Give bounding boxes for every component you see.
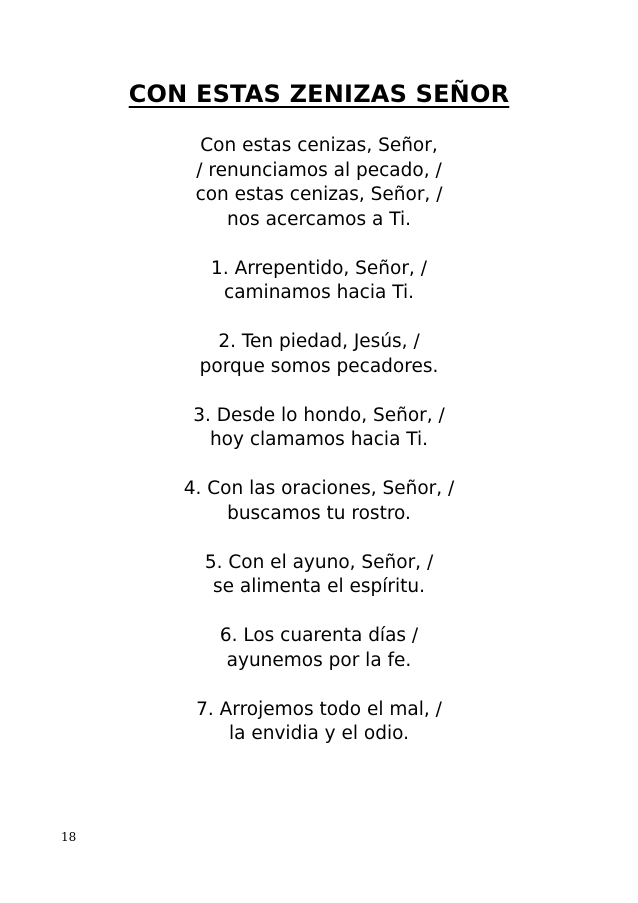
- verse-line: buscamos tu rostro.: [227, 502, 411, 524]
- verse-line: se alimenta el espíritu.: [212, 576, 426, 597]
- verse-line: 6. Los cuarenta días /: [219, 625, 419, 646]
- verse-line: 1. Arrepentido, Señor, /: [211, 257, 427, 279]
- verse-stanza-1: [0, 257, 638, 306]
- verse-line: porque somos pecadores.: [199, 355, 439, 377]
- chorus-line: / renunciamos al pecado, /: [196, 159, 442, 181]
- verse-stanza-6: [0, 624, 638, 673]
- verse-line: 2. Ten piedad, Jesús, /: [218, 331, 420, 352]
- verse-line: la envidia y el odio.: [229, 723, 409, 744]
- verse-line: caminamos hacia Ti.: [224, 282, 414, 303]
- chorus-line: con estas cenizas, Señor, /: [195, 184, 443, 205]
- chorus-line: Con estas cenizas, Señor,: [200, 135, 438, 156]
- verse-stanza-4: [0, 477, 638, 526]
- song-lyrics: [0, 134, 638, 771]
- verse-line: 7. Arrojemos todo el mal, /: [196, 698, 442, 720]
- verse-line: 4. Con las oraciones, Señor, /: [183, 478, 455, 499]
- verse-stanza-3: [0, 404, 638, 453]
- verse-stanza-2: [0, 330, 638, 379]
- page-title: [0, 80, 638, 108]
- verse-line: hoy clamamos hacia Ti.: [209, 429, 429, 450]
- verse-stanza-7: [0, 698, 638, 747]
- verse-line: 5. Con el ayuno, Señor, /: [204, 551, 434, 573]
- page-title-text: CON ESTAS ZENIZAS SEÑOR: [128, 80, 510, 108]
- page-number: 18: [61, 830, 77, 844]
- verse-line: ayunemos por la fe.: [226, 649, 412, 671]
- verse-stanza-5: [0, 551, 638, 600]
- chorus-stanza: [0, 134, 638, 232]
- verse-line: 3. Desde lo hondo, Señor, /: [193, 404, 445, 426]
- chorus-line: nos acercamos a Ti.: [227, 208, 411, 230]
